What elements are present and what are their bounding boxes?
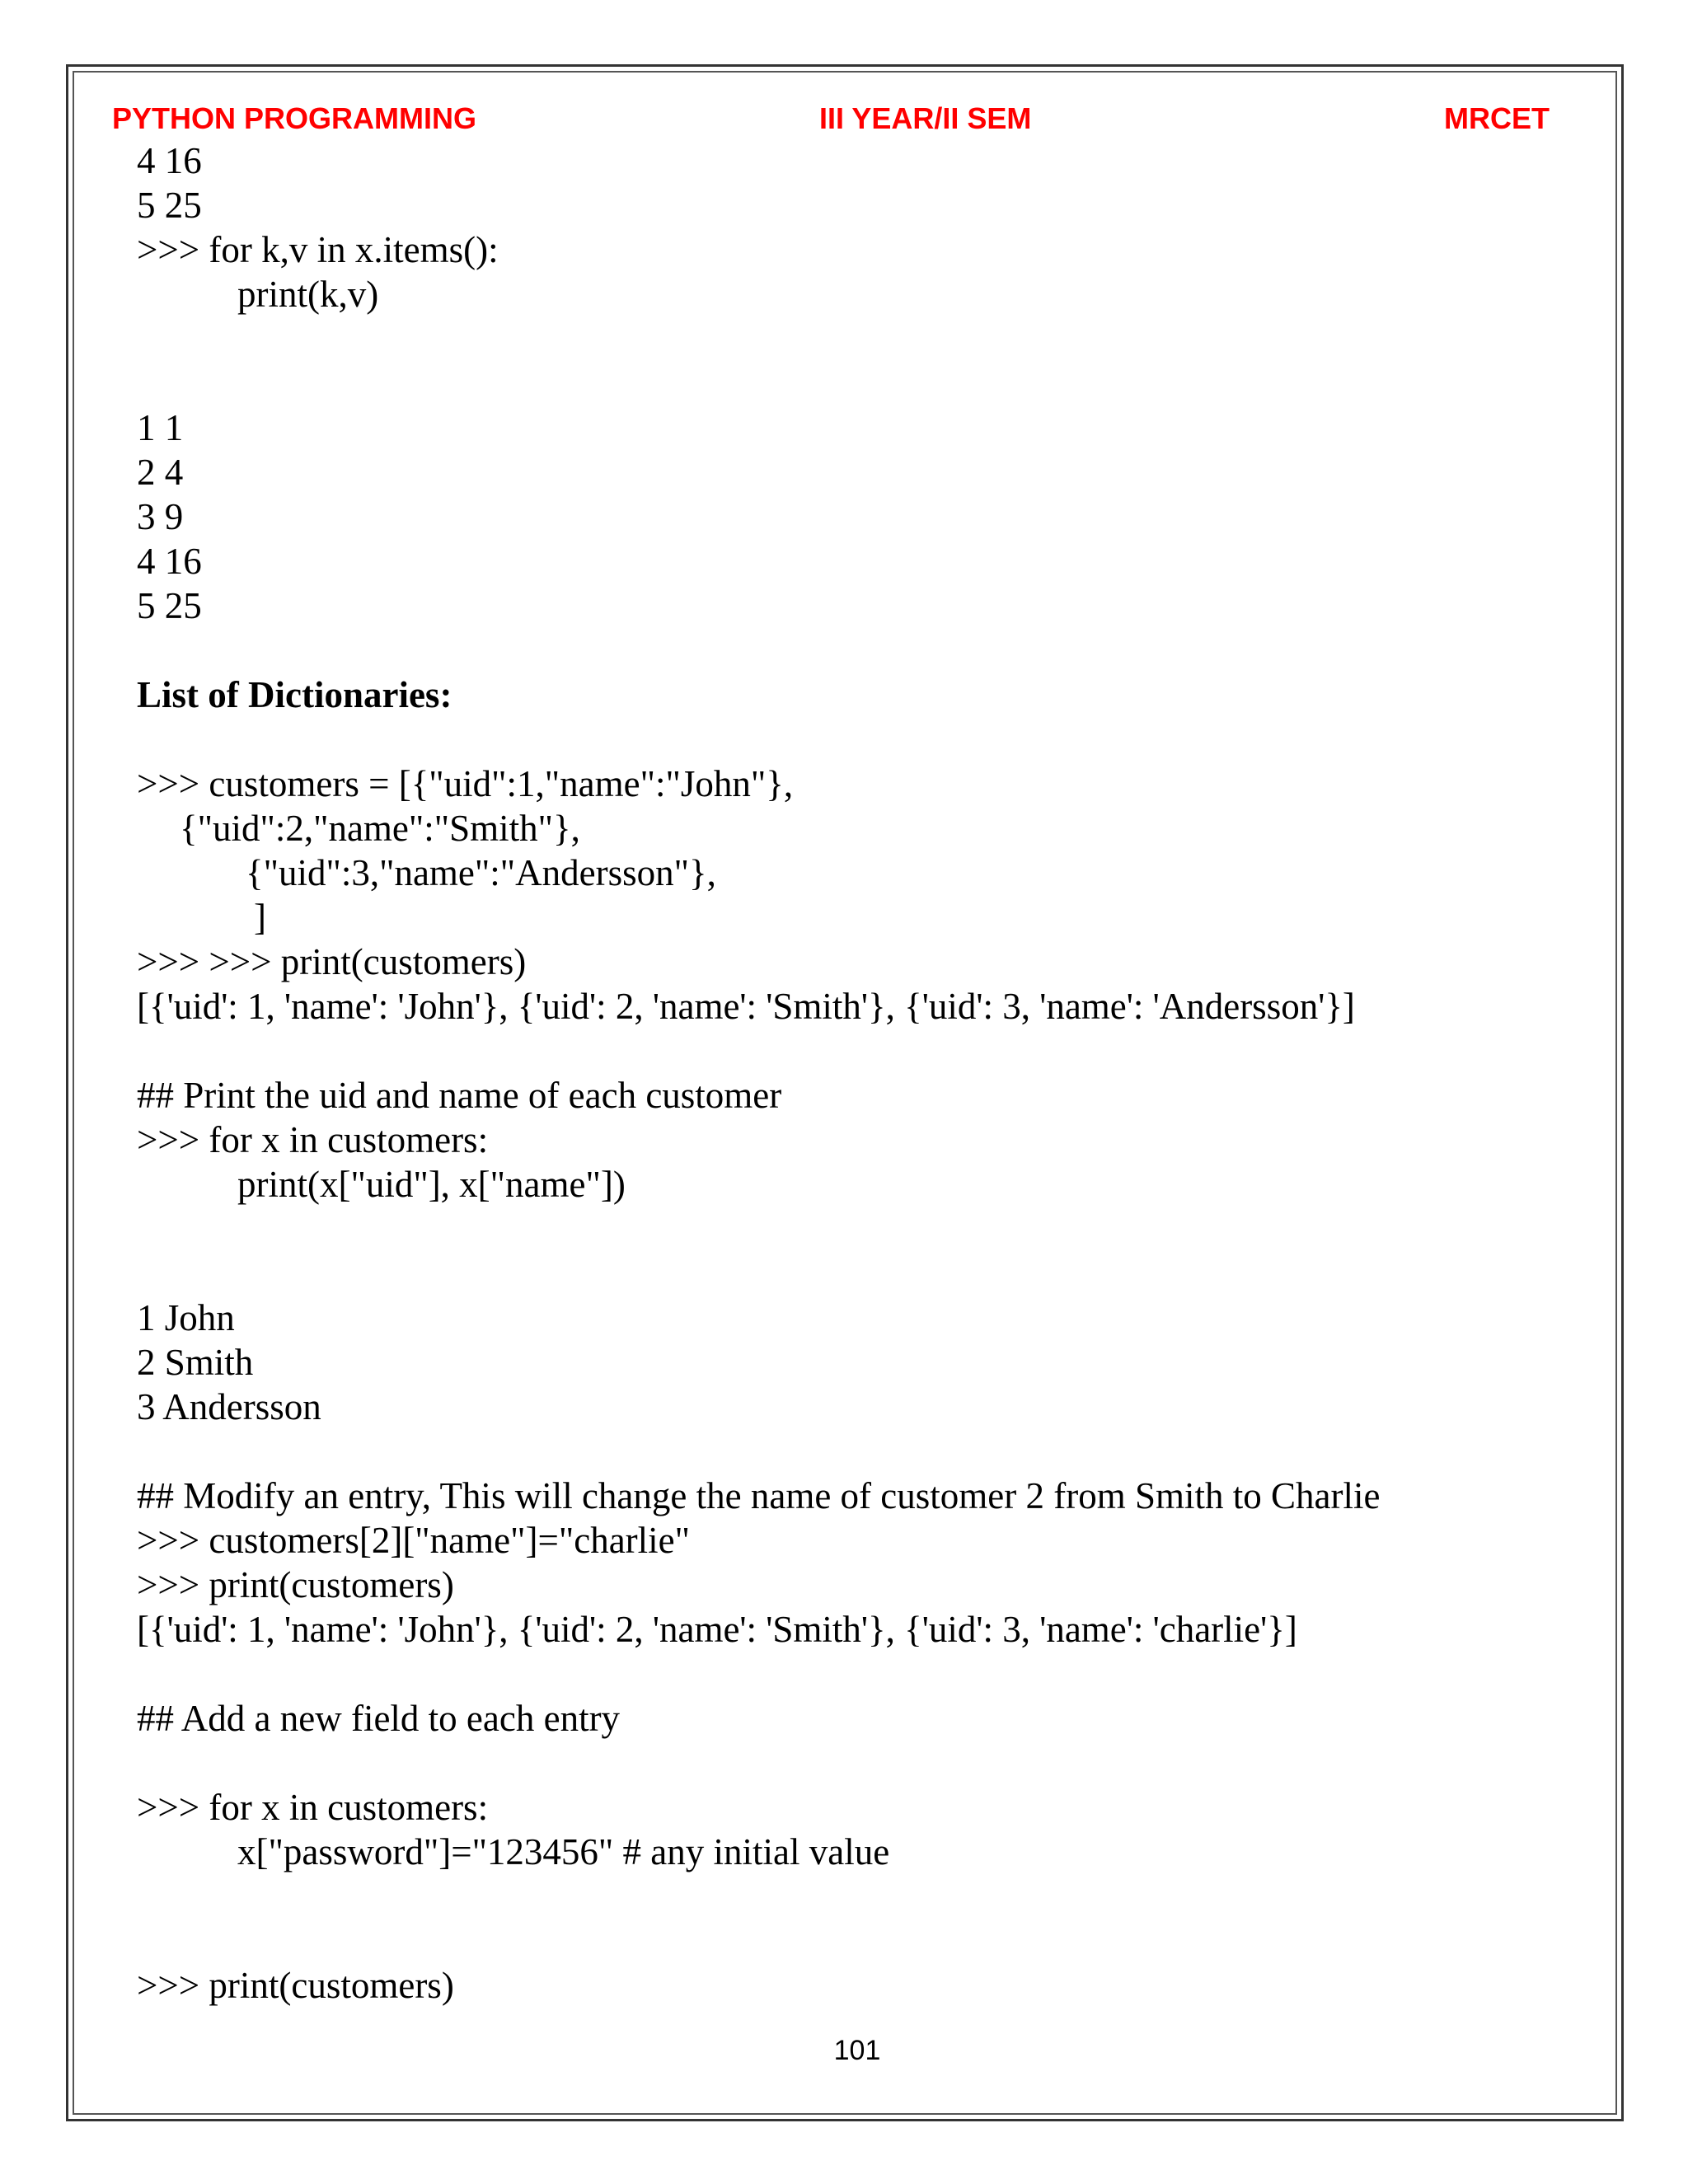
output-line: [{'uid': 1, 'name': 'John'}, {'uid': 2, 'name': 'Smith'}, {'uid': 3, 'name': 'charlie'}] — [137, 1609, 1297, 1650]
code-line: x["password"]="123456" # any initial value — [237, 1831, 890, 1872]
code-line: >>> print(customers) — [137, 1564, 454, 1605]
code-line: >>> >>> print(customers) — [137, 941, 527, 982]
code-line: >>> for k,v in x.items(): — [137, 229, 499, 270]
code-line: {"uid":2,"name":"Smith"}, — [180, 808, 580, 849]
output-line: 3 9 — [137, 496, 184, 537]
output-line: 2 4 — [137, 452, 184, 493]
code-line: >>> for x in customers: — [137, 1119, 489, 1160]
spacer — [137, 717, 1587, 762]
comment-line: ## Print the uid and name of each customer — [137, 1075, 782, 1116]
spacer — [137, 1207, 1587, 1251]
output-line: 2 Smith — [137, 1342, 254, 1383]
header-institution: MRCET — [1444, 101, 1550, 135]
code-line: >>> for x in customers: — [137, 1787, 489, 1828]
spacer — [137, 1429, 1587, 1474]
output-line: 1 1 — [137, 407, 184, 448]
code-line: print(x["uid"], x["name"]) — [237, 1164, 626, 1205]
comment-line: ## Add a new field to each entry — [137, 1698, 621, 1739]
spacer — [137, 361, 1587, 405]
spacer — [137, 1652, 1587, 1696]
code-line: {"uid":3,"name":"Andersson"}, — [246, 852, 716, 893]
spacer — [137, 1874, 1587, 1919]
header-year-semester: III YEAR/II SEM — [819, 101, 1032, 135]
output-line: 3 Andersson — [137, 1386, 321, 1427]
spacer — [137, 1741, 1587, 1785]
output-line: 4 16 — [137, 541, 202, 582]
page-content — [137, 138, 1587, 2008]
output-line: 1 John — [137, 1297, 235, 1338]
output-line: 5 25 — [137, 185, 202, 226]
output-line: 5 25 — [137, 585, 202, 626]
spacer — [137, 628, 1587, 673]
spacer — [137, 316, 1587, 361]
header-course-title: PYTHON PROGRAMMING — [112, 101, 477, 135]
code-line: >>> customers = [{"uid":1,"name":"John"}, — [137, 763, 794, 804]
page-number: 101 — [833, 2035, 881, 2066]
output-line: 4 16 — [137, 140, 202, 181]
spacer — [137, 1029, 1587, 1073]
code-line: >>> print(customers) — [137, 1965, 454, 2006]
section-heading: List of Dictionaries: — [137, 674, 452, 715]
comment-line: ## Modify an entry, This will change the name of customer 2 from Smith to Charlie — [137, 1475, 1381, 1516]
output-line: [{'uid': 1, 'name': 'John'}, {'uid': 2, 'name': 'Smith'}, {'uid': 3, 'name': 'Andersson'}] — [137, 986, 1355, 1027]
code-line: ] — [254, 897, 266, 938]
spacer — [137, 1919, 1587, 1963]
spacer — [137, 1251, 1587, 1296]
code-line: >>> customers[2]["name"]="charlie" — [137, 1520, 691, 1561]
code-line: print(k,v) — [237, 274, 379, 315]
